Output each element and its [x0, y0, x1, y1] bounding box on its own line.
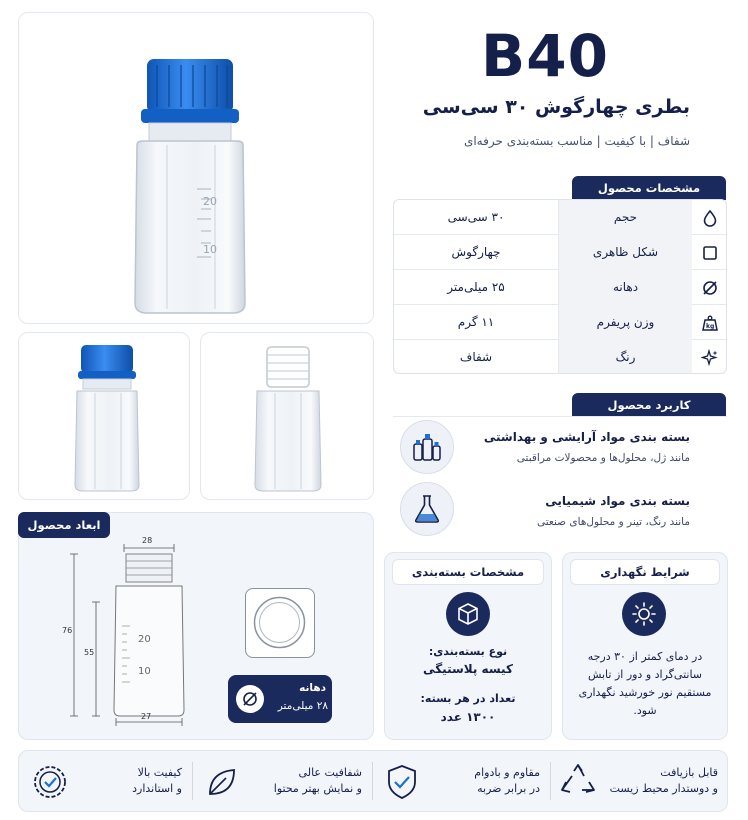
packaging-type-value: کیسه پلاستیگی [423, 662, 513, 676]
packaging-type-label: نوع بسته‌بندی: [428, 645, 508, 658]
product-tagline: شفاف | با کیفیت | مناسب بسته‌بندی حرفه‌ای [463, 134, 690, 148]
dim-body-height: 55 [84, 648, 95, 657]
feature-quality [70, 765, 182, 797]
feature-line2: و دوستدار محیط زیست [609, 782, 718, 795]
usage-item-desc: مانند ژل، محلول‌ها و محصولات مراقبتی [516, 452, 690, 464]
shield-check-icon [382, 762, 422, 802]
spec-row-weight [394, 305, 727, 340]
specs-title: مشخصات محصول [572, 176, 726, 200]
usage-divider [393, 416, 727, 417]
feature-divider [550, 762, 551, 800]
feature-line1: کیفیت بالا [137, 766, 182, 779]
storage-text: در دمای کمتر از ۳۰ درجه سانتی‌گراد و دور از تابش مستقیم نور خورشید نگهداری شود. [578, 650, 712, 717]
dim-scale-10: 10 [138, 666, 151, 677]
feature-line2: در برابر ضربه [477, 782, 540, 795]
dim-scale-20: 20 [138, 634, 151, 645]
feature-recyclable [600, 765, 718, 797]
recycle-icon [558, 762, 598, 802]
spec-label: حجم [558, 200, 692, 235]
sun-icon [622, 592, 666, 636]
spec-value: ۱۱ گرم [457, 315, 495, 329]
bottle-with-cap-image [18, 332, 190, 500]
spec-row-color [394, 340, 727, 374]
quality-badge-icon [30, 762, 70, 802]
usage-title: کاربرد محصول [572, 393, 726, 417]
spec-row-shape [394, 235, 727, 270]
feature-line1: شفافیت عالی [298, 766, 362, 779]
dim-total-height: 76 [62, 626, 73, 635]
dimension-drawing [56, 532, 196, 732]
feature-line2: و نمایش بهتر محتوا [273, 782, 362, 795]
feature-line1: قابل بازیافت [660, 766, 718, 779]
usage-item-desc: مانند رنگ، تینر و محلول‌های صنعتی [537, 516, 690, 528]
feature-line1: مقاوم و بادوام [474, 766, 540, 779]
dimensions-title: ابعاد محصول [18, 512, 110, 538]
mouth-top-view [245, 588, 315, 658]
svg-text:kg: kg [706, 322, 715, 330]
feature-divider [192, 762, 193, 800]
main-product-image [18, 12, 374, 324]
usage-item-title: بسته بندی مواد آرایشی و بهداشتی [483, 430, 690, 444]
packaging-count-label: تعداد در هر بسته: [420, 692, 516, 705]
spec-label: دهانه [558, 270, 692, 305]
spec-row-mouth [394, 270, 727, 305]
diameter-icon [692, 270, 727, 305]
drop-icon [692, 200, 727, 235]
feature-divider [372, 762, 373, 800]
leaf-icon [202, 762, 242, 802]
spec-label: شکل ظاهری [558, 235, 692, 270]
packaging-title: مشخصات بسته‌بندی [392, 559, 544, 585]
sparkle-icon [692, 340, 727, 374]
storage-title: شرایط نگهداری [570, 559, 720, 585]
product-name: بطری چهارگوش ۳۰ سی‌سی [422, 96, 690, 118]
box-icon [446, 592, 490, 636]
feature-transparency [244, 765, 362, 797]
mouth-label: دهانه [299, 682, 326, 694]
feature-durable [422, 765, 540, 797]
packaging-count-value: ۱۳۰۰ عدد [440, 710, 496, 724]
feature-line2: و استاندارد [132, 782, 182, 795]
dim-bottom-width: 27 [141, 712, 152, 721]
cosmetic-bottles-icon [400, 420, 454, 474]
weight-kg-icon [692, 305, 727, 340]
square-icon [692, 235, 727, 270]
mouth-value: ۲۸ میلی‌متر [277, 700, 328, 712]
bottle-with-cap-illustration [19, 13, 375, 325]
mouth-badge [228, 675, 332, 723]
spec-value: چهارگوش [451, 245, 501, 259]
dim-top-width: 28 [142, 536, 153, 545]
spec-value: شفاف [459, 350, 493, 364]
specs-table [393, 199, 727, 374]
usage-item-title: بسته بندی مواد شیمیایی [545, 494, 690, 508]
scale-mark-20: 20 [203, 195, 217, 208]
spec-label: وزن پریفرم [558, 305, 692, 340]
spec-label: رنگ [558, 340, 692, 374]
spec-value: ۳۰ سی‌سی [447, 210, 505, 224]
diameter-icon [236, 685, 264, 713]
spec-row-volume [394, 200, 727, 235]
scale-mark-10: 10 [203, 243, 217, 256]
product-model: B40 [481, 22, 609, 90]
spec-value: ۲۵ میلی‌متر [447, 280, 505, 294]
bottle-without-cap-image [200, 332, 374, 500]
